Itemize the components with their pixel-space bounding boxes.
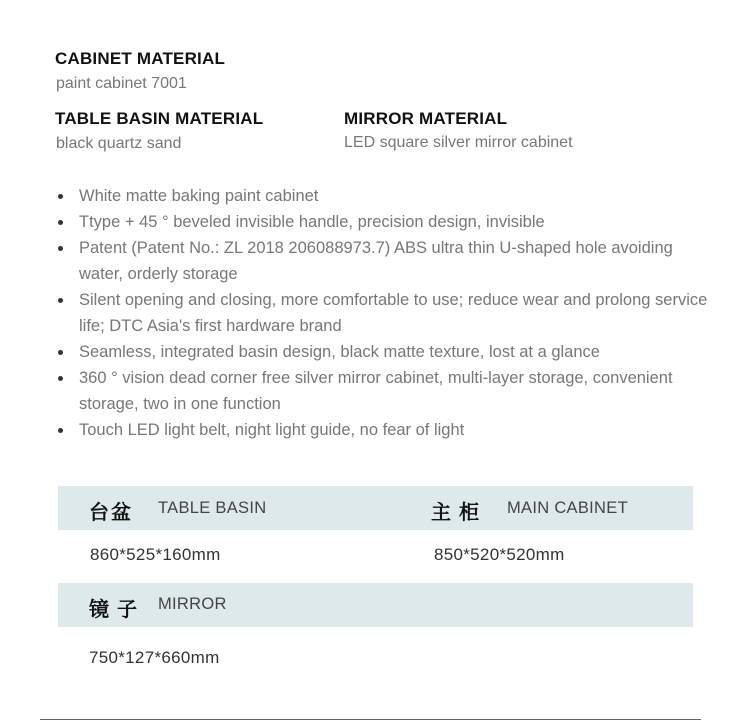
spec-header-band [58,583,693,627]
mirror-size: 750*127*660mm [89,648,220,667]
mirror-material-title: MIRROR MATERIAL [344,109,508,128]
feature-item: Patent (Patent No.: ZL 2018 206088973.7) ABS ultra thin U-shaped hole avoiding water, orderly storage [55,235,715,287]
cabinet-material-value: paint cabinet 7001 [56,75,187,92]
mirror-material-value: LED square silver mirror cabinet [344,134,573,151]
feature-item: Touch LED light belt, night light guide, no fear of light [55,417,715,443]
mirror-en-label: MIRROR [158,595,227,613]
table-basin-material-title: TABLE BASIN MATERIAL [55,109,264,128]
feature-item: White matte baking paint cabinet [55,183,715,209]
main-cabinet-cn-label: 主柜 [431,500,487,524]
cabinet-material-title: CABINET MATERIAL [55,49,226,68]
table-basin-material-value: black quartz sand [56,135,182,152]
table-basin-cn-label: 台盆 [89,500,133,524]
feature-item: Ttype + 45 ° beveled invisible handle, precision design, invisible [55,209,715,235]
bottom-divider [40,719,701,720]
feature-item: Silent opening and closing, more comfortable to use; reduce wear and prolong service life; DTC Asia's first hardware brand [55,287,715,339]
table-basin-size: 860*525*160mm [90,545,221,564]
feature-item: 360 ° vision dead corner free silver mirror cabinet, multi-layer storage, convenient storage, two in one function [55,365,715,417]
main-cabinet-size: 850*520*520mm [434,545,565,564]
feature-list [55,183,715,443]
mirror-cn-label: 镜子 [89,597,145,621]
table-basin-en-label: TABLE BASIN [158,499,267,517]
main-cabinet-en-label: MAIN CABINET [507,499,628,517]
feature-item: Seamless, integrated basin design, black matte texture, lost at a glance [55,339,715,365]
